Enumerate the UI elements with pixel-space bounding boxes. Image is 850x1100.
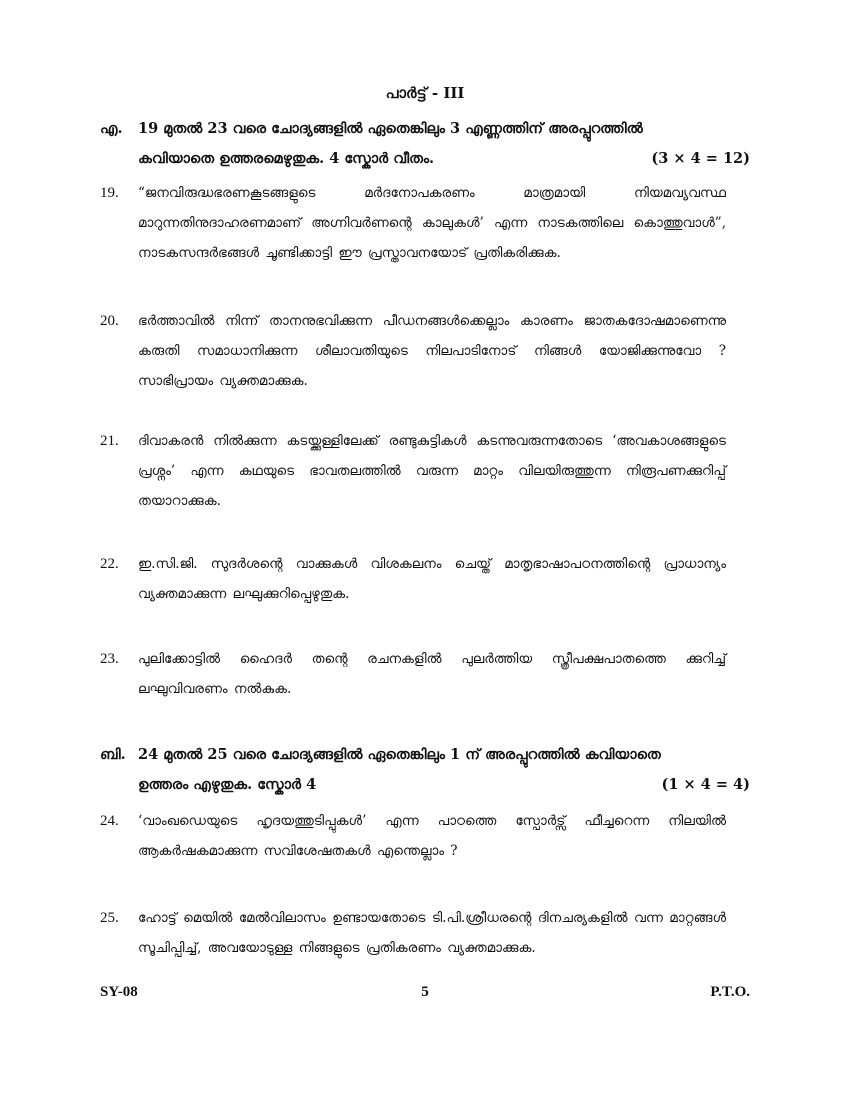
question-25 <box>100 903 726 963</box>
question-21 <box>100 426 726 516</box>
question-22 <box>100 549 726 609</box>
page-number: 5 <box>421 984 429 1000</box>
part-title: പാർട്ട് - III <box>385 84 465 102</box>
question-text: പുലിക്കോട്ടിൽ ഹൈദർ തന്റെ രചനകളിൽ പുലർത്തിയ സ്ത്രീപക്ഷപാതത്തെ ക്കുറിച്ച് ലഘുവിവരണം നൽകുക. <box>138 651 726 697</box>
section-instruction-line2: കവിയാതെ ഉത്തരമെഴുതുക. 4 സ്കോർ വീതം. <box>138 150 435 167</box>
question-number: 23. <box>100 651 119 667</box>
question-19 <box>100 178 726 268</box>
question-24 <box>100 806 726 866</box>
pto-label: P.T.O. <box>710 984 750 1000</box>
question-number: 24. <box>100 813 119 829</box>
question-text: “ജനവിരുദ്ധഭരണകൂടങ്ങളുടെ മർദനോപകരണം മാത്രമായി നിയമവ്യവസ്ഥ മാറുന്നതിനുദാഹരണമാണ് അഗ്നിവർണന്റെ കാലുകൾ’ എന്ന നാടകത്തിലെ കൊത്തുവാൾ”, നാടകസന്ദർഭങ്ങൾ ചൂണ്ടിക്കാട്ടി ഈ പ്രസ്താവനയോട് പ്രതികരിക്കുക. <box>138 185 726 261</box>
question-number: 21. <box>100 433 119 449</box>
question-text: ഭർത്താവിൽ നിന്ന് താനനുഭവിക്കുന്ന പീഡനങ്ങൾക്കെല്ലാം കാരണം ജാതകദോഷമാണെന്നു കരുതി സമാധാനിക്കുന്ന ശീലാവതിയുടെ നിലപാടിനോട് നിങ്ങൾ യോജിക്കുന്നുവോ ? സാഭിപ്രായം വ്യക്തമാക്കുക. <box>138 313 726 389</box>
question-text: ദിവാകരൻ നിൽക്കുന്ന കടയ്ക്കുള്ളിലേക്ക് രണ്ടുകുട്ടികൾ കടന്നുവരുന്നതോടെ ‘അവകാശങ്ങളുടെ പ്രശ്നം’ എന്ന കഥയുടെ ഭാവതലത്തിൽ വരുന്ന മാറ്റം വിലയിരുത്തുന്ന നിരൂപണക്കുറിപ്പ് തയാറാക്കുക. <box>138 433 726 509</box>
question-number: 22. <box>100 556 119 572</box>
question-text: ഇ.സി.ജി. സുദർശന്റെ വാക്കുകൾ വിശകലനം ചെയ്ത് മാതൃഭാഷാപഠനത്തിന്റെ പ്രാധാന്യം വ്യക്തമാക്കുന്ന ലഘുക്കുറിപ്പെഴുതുക. <box>138 556 726 602</box>
section-marks: (1 × 4 = 4) <box>661 776 750 793</box>
section-instruction-line1: 19 മുതൽ 23 വരെ ചോദ്യങ്ങളിൽ ഏതെങ്കിലും 3 എണ്ണത്തിന് അരപ്പുറത്തിൽ <box>138 120 643 137</box>
question-number: 20. <box>100 313 119 329</box>
question-text: ‘വാംഖഡെയുടെ ഹൃദയത്തുടിപ്പുകൾ’ എന്ന പാഠത്തെ സ്പോർട്സ് ഫീച്ചറെന്ന നിലയിൽ ആകർഷകമാക്കുന്ന സവിശേഷതകൾ എന്തെല്ലാം ? <box>138 813 726 859</box>
section-letter: എ. <box>100 120 123 137</box>
section-letter: ബി. <box>100 746 126 763</box>
section-instruction-line1: 24 മുതൽ 25 വരെ ചോദ്യങ്ങളിൽ ഏതെങ്കിലും 1 ന് അരപ്പുറത്തിൽ കവിയാതെ <box>138 746 661 763</box>
question-number: 19. <box>100 185 119 201</box>
question-number: 25. <box>100 910 119 926</box>
question-23 <box>100 644 726 704</box>
section-instruction-line2: ഉത്തരം എഴുതുക. സ്കോർ 4 <box>138 776 317 793</box>
paper-code: SY-08 <box>100 984 138 1000</box>
question-text: ഹോട്ട് മെയിൽ മേൽവിലാസം ഉണ്ടായതോടെ ടി.പി.ശ്രീധരന്റെ ദിനചര്യകളിൽ വന്ന മാറ്റങ്ങൾ സൂചിപ്പിച്ച്, അവയോടുള്ള നിങ്ങളുടെ പ്രതികരണം വ്യക്തമാക്കുക. <box>138 910 726 956</box>
section-marks: (3 × 4 = 12) <box>651 150 750 167</box>
question-20 <box>100 306 726 396</box>
